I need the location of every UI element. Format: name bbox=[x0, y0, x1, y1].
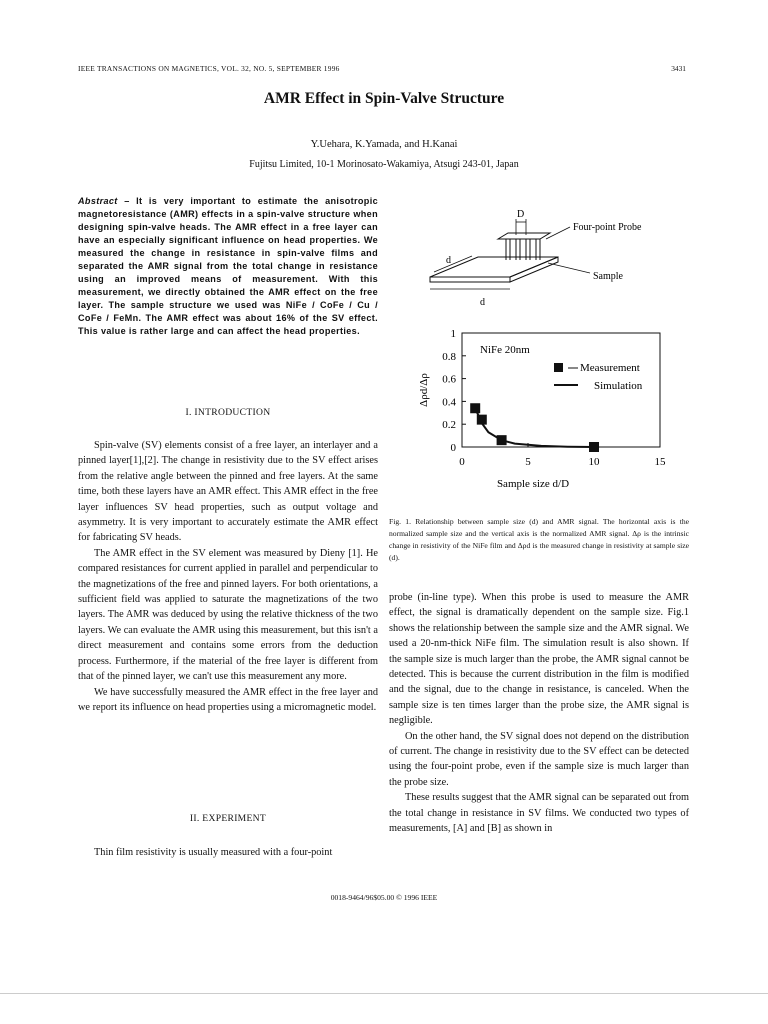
sample-callout-line bbox=[548, 263, 590, 273]
amr-chart bbox=[415, 320, 685, 500]
simulation-line bbox=[475, 408, 594, 447]
legend-measurement-label: Measurement bbox=[580, 362, 640, 374]
probe-diagram bbox=[420, 205, 690, 313]
x-tick-label: 5 bbox=[525, 456, 531, 468]
sample-side-face bbox=[510, 257, 558, 282]
x-tick-label: 0 bbox=[459, 456, 465, 468]
affiliation: Fujitsu Limited, 10-1 Morinosato-Wakamiya, Atsugi 243-01, Japan bbox=[249, 159, 519, 170]
chart-title: NiFe 20nm bbox=[480, 344, 530, 356]
abstract-lead: Abstract bbox=[78, 196, 118, 206]
y-tick-label: 0.4 bbox=[442, 396, 456, 409]
experiment-body bbox=[78, 845, 378, 860]
label-d-bottom: d bbox=[480, 297, 485, 308]
probe-head bbox=[498, 233, 550, 239]
intro-heading: I. INTRODUCTION bbox=[185, 407, 271, 418]
y-tick-label: 0.6 bbox=[442, 373, 456, 386]
y-tick-label: 1 bbox=[450, 328, 456, 340]
copyright-footer: 0018-9464/96$05.00 © 1996 IEEE bbox=[330, 893, 438, 902]
measurement-point bbox=[477, 415, 487, 425]
intro-body bbox=[78, 438, 378, 715]
legend-measurement-marker bbox=[554, 363, 563, 372]
abstract-text: – It is very important to estimate the anisotropic magnetoresistance (AMR) effects in a spin-valve structure when designing spin-valve heads. The AMR effect in a free layer can have an especially significant influence on head properties. We measured the change in resistance in spin-valve films and separated the AMR signal from the total change in resistance using an improved means of measurement. With this measurement, we directly obtained the AMR effect on the free layer. The sample structure we used was NiFe / CoFe / Cu / CoFe / FeMn. The AMR effect was about 16% of the SV effect. This value is rather large and can affect the head properties. bbox=[78, 196, 378, 336]
authors: Y.Uehara, K.Yamada, and H.Kanai bbox=[310, 139, 458, 150]
page-bottom-rule bbox=[0, 993, 768, 994]
dimension-d-side bbox=[434, 256, 472, 272]
y-tick-label: 0 bbox=[450, 442, 456, 454]
intro-paragraph: The AMR effect in the SV element was measured by Dieny [1]. He compared resistances for current applied in parallel and perpendicular to the magnetizations of the free and pinned layers. For both orientations, a sufficient field was applied to saturate the magnetizations of the two layers. The AMR was deduced by using the relative thickness of the two layers. We can evaluate the AMR using this measurement, but this isn't a direct measurement and contains some errors from the deduction process. Furthermore, if the material of the free layer is different from that of the pinned layer, we can't use this measurement any more. bbox=[78, 547, 378, 683]
y-tick-label: 0.8 bbox=[442, 350, 456, 363]
measurement-point bbox=[497, 435, 507, 445]
intro-paragraph: Spin-valve (SV) elements consist of a free layer, an interlayer and a pinned layer[1],[2]. The change in resistivity due to the SV effect arises from the relative angle between the pinned and free layers. At the same time, both these layers have an AMR effect. This AMR effect in the free layer influences SV head properties, such as output voltage and asymmetry. It is very important to accurately estimate the AMR effect for fabricating SV heads. bbox=[78, 440, 378, 544]
label-d-side: d bbox=[446, 255, 451, 266]
x-axis-label: Sample size d/D bbox=[496, 478, 570, 490]
legend-simulation-label: Simulation bbox=[594, 380, 643, 392]
running-header: IEEE TRANSACTIONS ON MAGNETICS, VOL. 32, NO. 5, SEPTEMBER 1996 bbox=[78, 64, 340, 73]
right-paragraph: On the other hand, the SV signal does not depend on the distribution of current. The change in resistivity due to the SV effect can be detected using the four-point probe, even if the sample size is much larger than the probe size. bbox=[389, 730, 689, 788]
sample-label: Sample bbox=[593, 271, 623, 282]
right-paragraph: probe (in-line type). When this probe is used to measure the AMR effect, the signal is dramatically dependent on the sample size. Fig.1 shows the relationship between the sample size and the AMR signal. We used a 20-nm-thick NiFe film. The simulation result is also shown. If the sample size is much larger than the probe, the AMR signal cannot be detected. This is because the current distribution in the film is modified and the signal, due to the change in resistance, is canceled. When the sample size is ten times larger than the probe size, the AMR signal is negligible. bbox=[389, 592, 689, 727]
sample-front-face bbox=[430, 277, 510, 282]
legend bbox=[554, 362, 643, 392]
right-column-body bbox=[389, 590, 689, 837]
intro-paragraph: We have successfully measured the AMR effect in the free layer and we report its influence on head properties using a micromagnetic model. bbox=[78, 686, 378, 713]
x-tick-label: 15 bbox=[654, 456, 666, 468]
measurement-point bbox=[589, 442, 599, 452]
measurement-point bbox=[470, 403, 480, 413]
y-axis-label: Δρd/Δρ bbox=[418, 373, 430, 407]
x-tick-label: 10 bbox=[588, 456, 600, 468]
probe-label: Four-point Probe bbox=[573, 222, 642, 233]
figure-caption: Fig. 1. Relationship between sample size (d) and AMR signal. The horizontal axis is the normalized sample size and the vertical axis is the normalized AMR signal. Δρ is the intrinsic change in resistivity of the NiFe film and Δρd is the measured change in resistivity at sample size (d). bbox=[389, 517, 689, 562]
experiment-paragraph: Thin film resistivity is usually measured with a four-point bbox=[94, 847, 333, 858]
experiment-heading: II. EXPERIMENT bbox=[189, 813, 267, 824]
y-tick-label: 0.2 bbox=[442, 419, 456, 432]
label-D: D bbox=[517, 209, 525, 220]
right-paragraph: These results suggest that the AMR signal can be separated out from the total change in resistance in SV films. We conducted two types of measurements, [A] and [B] as shown in bbox=[389, 792, 689, 835]
abstract bbox=[78, 195, 378, 338]
paper-title: AMR Effect in Spin-Valve Structure bbox=[263, 90, 505, 107]
page-number: 3431 bbox=[671, 64, 686, 73]
